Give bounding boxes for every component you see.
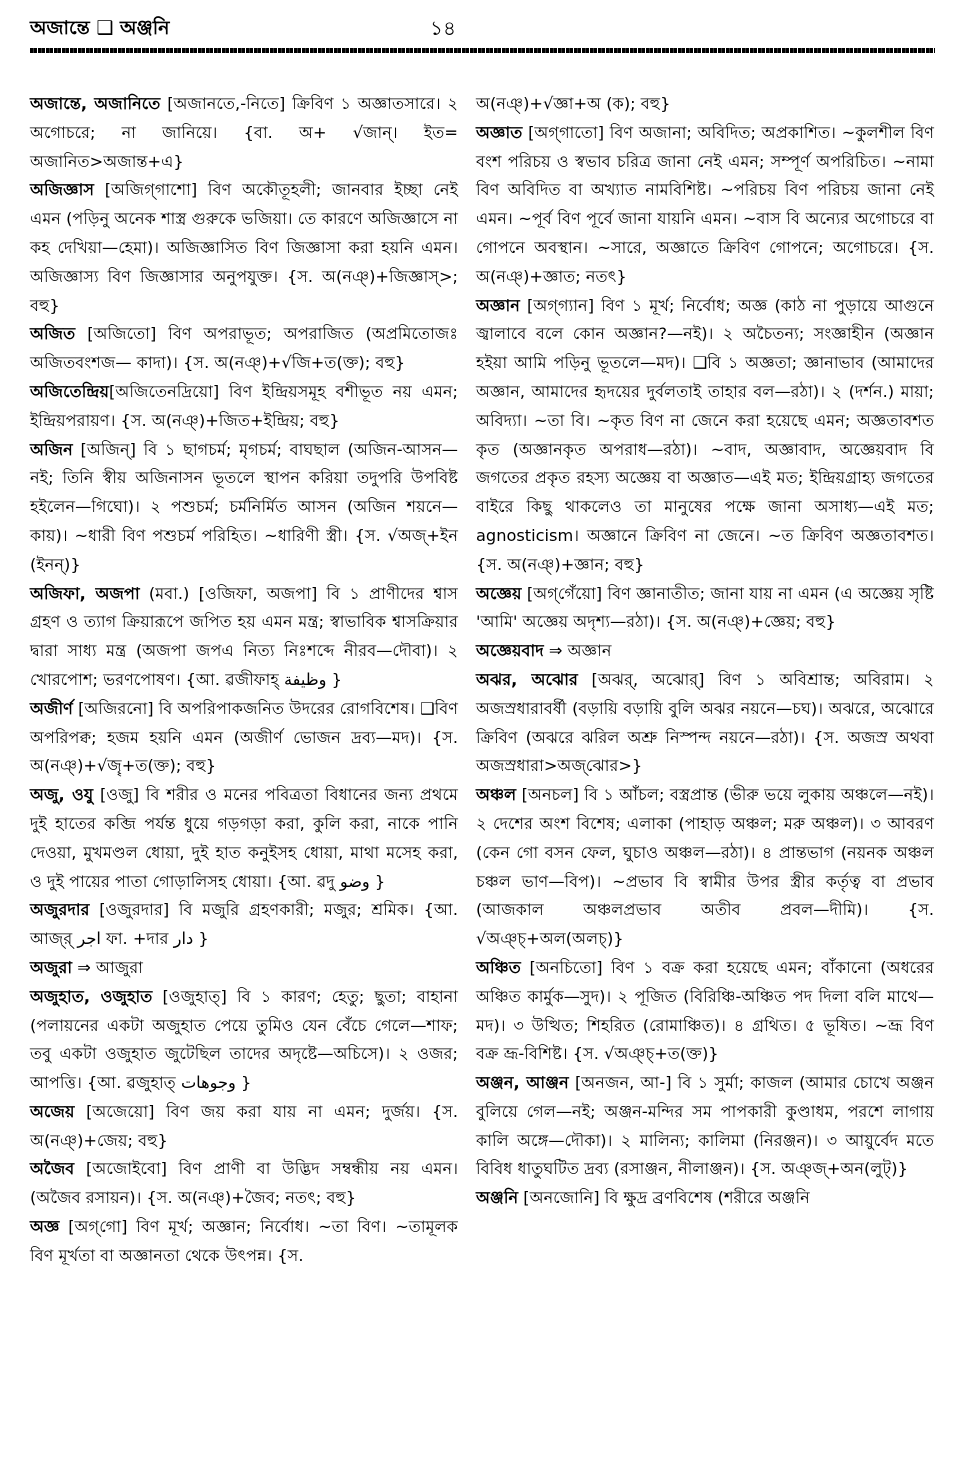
headword: অজুরা <box>30 957 73 977</box>
headword: অঝর, অঝোর <box>476 669 578 689</box>
definition: [ওজুরদার] বি মজুরি গ্রহণকারী; মজুর; শ্রমিক। {আ. আজ্‌র্‌ اجر ফা. +দার دار } <box>30 900 458 949</box>
dictionary-entry <box>30 436 458 580</box>
definition: [অজিগ্‌গাশো] বিণ অকৌতূহলী; জানবার ইচ্ছা নেই এমন (পড়িনু অনেক শাস্ত্র গুরুকে ভজিয়া। তে কারণে অজিজ্ঞাসে না কহ দেখিয়া—হেমা)। অজিজ্ঞাসিত বিণ জিজ্ঞাসা করা হয়নি এমন। অজিজ্ঞাস্য বিণ জিজ্ঞাসার অনুপযুক্ত। {স. অ(নঞ্‌)+জিজ্ঞাস্‌>; বহু} <box>30 180 458 315</box>
page-number: ১৪ <box>430 16 456 40</box>
headword: অঞ্জন, আঞ্জন <box>476 1073 569 1093</box>
dictionary-entry <box>476 781 934 954</box>
headword: অঞ্চিত <box>476 957 521 977</box>
dictionary-entry <box>476 1184 934 1213</box>
dictionary-entry <box>30 695 458 781</box>
definition: ⇒ আজুরা <box>72 957 143 977</box>
definition: [অজিতেনদ্রিয়ো] বিণ ইন্দ্রিয়সমূহ বশীভূত নয় এমন; ইন্দ্রিয়পরায়ণ। {স. অ(নঞ্‌)+জিত+ইন্দ্রিয়; বহু} <box>30 381 458 430</box>
dictionary-entry <box>30 1155 458 1213</box>
dictionary-entry <box>476 666 934 781</box>
last-guide-word: অঞ্জনি <box>120 17 170 39</box>
definition: অ(নঞ্‌)+√জ্ঞা+অ (ক); বহু} <box>476 94 671 113</box>
definition: [অগ্‌গাতো] বিণ অজানা; অবিদিত; অপ্রকাশিত। ~কুলশীল বিণ বংশ পরিচয় ও স্বভাব চরিত্র জানা নেই এমন; সম্পূর্ণ অপরিচিত। ~নামা বিণ অবিদিত বা অখ্যাত নামবিশিষ্ট। ~পরিচয় বিণ পরিচয় জানা নেই এমন। ~পূর্ব বিণ পূর্বে জানা যায়নি এমন। ~বাস বি অন্যের অগোচরে বা গোপনে অবস্থান। ~সারে, অজ্ঞাতে ক্রিবিণ গোপনে; অগোচরে। {স. অ(নঞ্‌)+জ্ঞাত; নতৎ} <box>476 122 934 286</box>
definition: [অনজন, আ-] বি ১ সুর্মা; কাজল (আমার চোখে অঞ্জন বুলিয়ে গেল—নই; অঞ্জন-মন্দির সম পাপকারী কুণ্ডাধম, পরশে লাগায় কালি অঙ্গে—দৌকা)। ২ মালিন্য; কালিমা (নিরঞ্জন)। ৩ আয়ুর্বেদ মতে বিবিধ ধাতুঘটিত দ্রব্য (রসাঞ্জন, নীলাঞ্জন)। {স. অঞ্জ্‌+অন(লুট্‌)} <box>476 1073 934 1179</box>
headword: অজিত <box>30 324 76 344</box>
dictionary-entry <box>476 637 934 666</box>
headword: অজ্ঞাত <box>476 122 523 142</box>
dictionary-entry <box>476 580 934 638</box>
dictionary-entry <box>476 954 934 1069</box>
right-column <box>476 90 934 1213</box>
headword: অজৈব <box>30 1159 75 1179</box>
definition: [অজানতে,-নিতে] ক্রিবিণ ১ অজ্ঞাতসারে। ২ অগোচরে; না জানিয়ে। {বা. অ+ √জান্‌। ইত= অজানিত>অজান্ত+এ} <box>30 94 459 171</box>
dictionary-entry <box>30 1213 458 1271</box>
separator-icon: ❑ <box>96 17 114 39</box>
definition: [অজিতো] বিণ অপরাভূত; অপরাজিত (অপ্রমিতোজঃ অজিতবংশজ— কাদা)। {স. অ(নঞ্‌)+√জি+ত(ক্ত); বহু} <box>30 324 458 373</box>
guide-words <box>30 14 169 46</box>
definition: [অঝর্‌, অঝোর্‌] বিণ ১ অবিশ্রান্ত; অবিরাম। ২ অজস্রধারাবর্ষী (বড়ায়ি বড়ায়ি বুলি অঝর নয়নে—চঘ)। অঝরে, অঝোরে ক্রিবিণ (অঝরে ঝরিল অশ্রু নিস্পন্দ নয়নে—রঠা)। {স. অজস্র অথবা অজস্রধারা>অজ্‌ঝোর>} <box>476 669 934 776</box>
headword: অজিন <box>30 439 73 459</box>
first-guide-word: অজান্তে <box>30 17 90 39</box>
headword: অজ্ঞেয়বাদ <box>476 641 544 661</box>
definition: (মবা.) [ওজিফা, অজপা] বি ১ প্রাণীদের শ্বাস গ্রহণ ও ত্যাগ ক্রিয়ারূপে জপিত হয় এমন মন্ত্র; স্বাভাবিক শ্বাসক্রিয়ার দ্বারা সাধ্য মন্ত্র (অজপা জপএ নিত্য নিঃশব্দে নীরব—দৌবা)। ২ খোরপোশ; ভরণপোষণ। {আ. ৱজীফাহ্‌ وظيفة } <box>30 583 458 689</box>
definition: [অনজোনি] বি ক্ষুদ্র ব্রণবিশেষ (শরীরে অঞ্জনি <box>518 1188 810 1208</box>
headword: অঞ্জনি <box>476 1188 519 1208</box>
definition: [অজোইবো] বিণ প্রাণী বা উদ্ভিদ সম্বন্ধীয় নয় এমন। (অজৈব রসায়ন)। {স. অ(নঞ্‌)+জৈব; নতৎ; বহু} <box>30 1159 458 1208</box>
dictionary-entry <box>30 781 458 896</box>
headword: অজ্ঞ <box>30 1217 60 1237</box>
dictionary-entry <box>30 320 458 378</box>
definition: [অনচল] বি ১ আঁচল; বস্ত্রপ্রান্ত (ভীরু ভয়ে লুকায় অঞ্চলে—নই)। ২ দেশের অংশ বিশেষ; এলাকা (পাহাড় অঞ্চল; মরু অঞ্চল)। ৩ আবরণ (কেন গো বসন ফেল, ঘুচাও অঞ্চল—রঠা)। ৪ প্রান্তভাগ (নয়নক অঞ্চল চঞ্চল ভাণ—বিপ)। ~প্রভাব বি স্বামীর উপর স্ত্রীর কর্তৃত্ব বা প্রভাব (আজকাল অঞ্চলপ্রভাব অতীব প্রবল—দীমি)। {স. √অঞ্চ্‌+অল(অলচ্‌)} <box>476 785 934 949</box>
headword: অজুরদার <box>30 900 90 920</box>
definition: [অজেয়ো] বিণ জয় করা যায় না এমন; দুর্জয়। {স. অ(নঞ্‌)+জেয়; বহু} <box>30 1101 458 1150</box>
page-header <box>30 14 935 46</box>
headword: অজ্ঞেয় <box>476 583 522 603</box>
headword: অজু, ওযু <box>30 785 94 805</box>
dictionary-entry <box>30 1098 458 1156</box>
dictionary-entry <box>476 90 934 119</box>
definition: [অজিন্‌] বি ১ ছাগচর্ম; মৃগচর্ম; বাঘছাল (অজিন-আসন—নই; তিনি স্বীয় অজিনাসন ভূতলে স্থাপন করিয়া তদুপরি উপবিষ্ট হইলেন—গিঘো)। ২ পশুচর্ম; চর্মনির্মিত আসন (অজিন শয়নে—কায়)। ~ধারী বিণ পশুচর্ম পরিহিত। ~ধারিণী স্ত্রী। {স. √অজ্‌+ইন (ইনন্‌)} <box>30 439 458 574</box>
dictionary-entry <box>30 954 458 983</box>
definition: [অজিরনো] বি অপরিপাকজনিত উদরের রোগবিশেষ। ❑বিণ অপরিপক্ব; হজম হয়নি এমন (অজীর্ণ ভোজন দ্রব্য—মদ)। {স. অ(নঞ্‌)+√জৄ+ত(ক্ত); বহু} <box>30 698 459 776</box>
headword: অজিফা, অজপা <box>30 583 140 603</box>
definition: [অগ্‌গেঁয়ো] বিণ জ্ঞানাতীত; জানা যায় না এমন (এ অজ্ঞেয় সৃষ্টি 'আমি' অজ্ঞেয় অদৃশ্য—রঠা)। {স. অ(নঞ্‌)+জ্ঞেয়; বহু} <box>476 583 934 632</box>
dictionary-entry <box>476 1069 934 1184</box>
definition: [অগ্‌গো] বিণ মূর্খ; অজ্ঞান; নির্বোধ। ~তা বিণ। ~তামূলক বিণ মূর্খতা বা অজ্ঞানতা থেকে উৎপন্ন। {স. <box>30 1217 458 1265</box>
dictionary-entry <box>30 378 458 436</box>
headword: অজান্তে, অজানিতে <box>30 94 161 113</box>
left-column <box>30 90 458 1271</box>
headword: অজীর্ণ <box>30 698 73 718</box>
dictionary-entry <box>476 119 934 292</box>
headword: অঞ্চল <box>476 785 517 805</box>
dictionary-entry <box>30 983 458 1098</box>
dictionary-entry <box>30 580 458 695</box>
definition: [অনচিতো] বিণ ১ বক্র করা হয়েছে এমন; বাঁকানো (অধরের অঞ্চিত কার্মুক—সুদ)। ২ পূজিত (বিরিঞ্চি-অঞ্চিত পদ দিলা বলি মাথে—মদ)। ৩ উত্থিত; শিহরিত (রোমাঞ্চিত)। ৪ গ্রথিত। ৫ ভূষিত। ~ভ্রূ বিণ বক্র ভ্রূ-বিশিষ্ট। {স. √অঞ্চ্‌+ত(ক্ত)} <box>476 957 934 1064</box>
dictionary-entry <box>30 90 458 176</box>
dictionary-entry <box>30 176 458 320</box>
headword: অজ্ঞান <box>476 295 520 315</box>
definition: [অগ্‌গ্যান] বিণ ১ মূর্খ; নির্বোধ; অজ্ঞ (কাঠ না পুড়ায়ে আগুনে জ্বালাবে বলে কোন অজ্ঞান?—নই)। ২ অচৈতন্য; সংজ্ঞাহীন (অজ্ঞান হইয়া আমি পড়িনু ভূতলে—মদ)। ❑বি ১ অজ্ঞতা; জ্ঞানাভাব (আমাদের অজ্ঞান, আমাদের হৃদয়ের দুর্বলতাই তাহার বল—রঠা)। ২ (দর্শন.) মায়া; অবিদ্যা। ~তা বি। ~কৃত বিণ না জেনে করা হয়েছে এমন; অজ্ঞতাবশত কৃত (অজ্ঞানকৃত অপরাধ—রঠা)। ~বাদ, অজ্ঞাবাদ, অজ্ঞেয়বাদ বি জগতের প্রকৃত রহস্য অজ্ঞেয় বা অজ্ঞাত—এই মত; ইন্দ্রিয়গ্রাহ্য জগতের বাইরে কিছু থাকলেও তা মানুষের পক্ষে জানা অসাধ্য—এই মত; agnosticism। অজ্ঞানে ক্রিবিণ না জেনে। ~ত ক্রিবিণ অজ্ঞতাবশত। {স. অ(নঞ্‌)+জ্ঞান; বহু} <box>476 295 934 574</box>
headword: অজিতেন্দ্রিয় <box>30 381 110 401</box>
header-rule <box>30 48 935 53</box>
headword: অজেয় <box>30 1101 75 1121</box>
headword: অজুহাত, ওজুহাত <box>30 986 153 1006</box>
dictionary-entry <box>476 292 934 580</box>
dictionary-entry <box>30 896 458 954</box>
definition: [ওজুহাত্‌] বি ১ কারণ; হেতু; ছুতা; বাহানা (পলায়নের একটা অজুহাত পেয়ে তুমিও যেন বেঁচে গেলে—শাফ; তবু একটা ওজুহাত জুটেছিল তাদের অদৃষ্টে—অচিসে)। ২ ওজর; আপত্তি। {আ. ৱজুহাত্‌ وجوهات } <box>30 986 458 1093</box>
definition: ⇒ অজ্ঞান <box>543 641 612 661</box>
definition: [ওজু] বি শরীর ও মনের পবিত্রতা বিধানের জন্য প্রথমে দুই হাতের কব্জি পর্যন্ত ধুয়ে গড়গড়া করা, কুলি করা, নাকে পানি দেওয়া, মুখমণ্ডল ধোয়া, দুই হাত কনুইসহ ধোয়া, মাথা মসেহ করা, ও দুই পায়ের পাতা গোড়ালিসহ ধোয়া। {আ. ৱদু وضو } <box>30 785 458 891</box>
headword: অজিজ্ঞাস <box>30 180 95 200</box>
